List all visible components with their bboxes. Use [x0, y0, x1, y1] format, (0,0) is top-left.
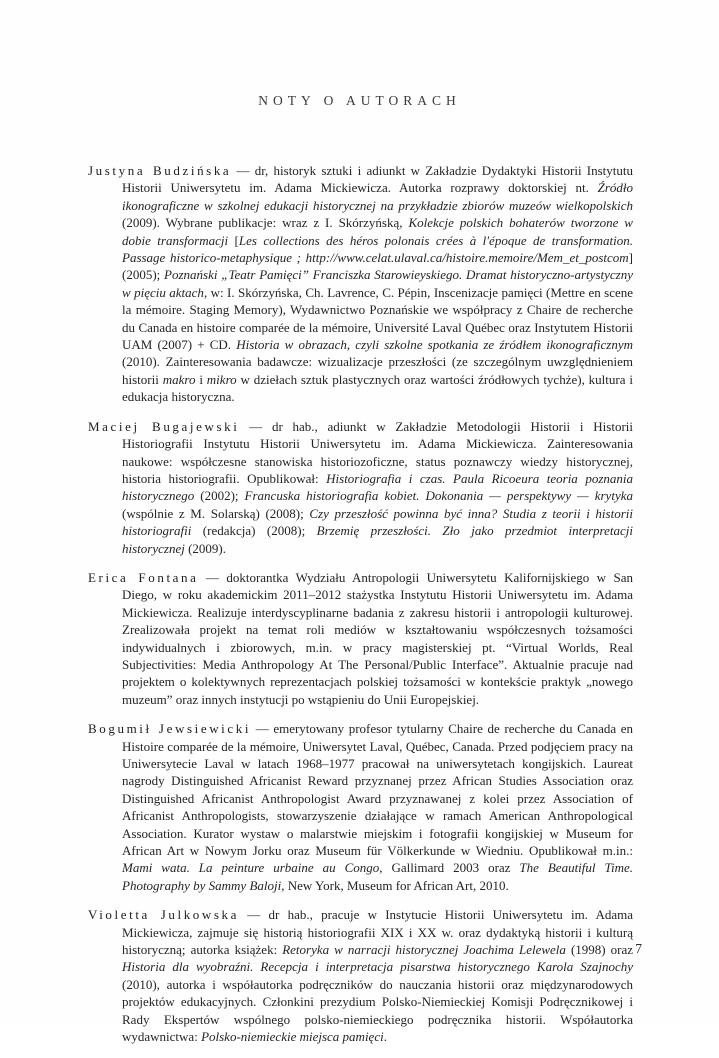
note-text: (2002); [194, 488, 245, 504]
note-text: (wspólnie z M. Solarską) (2008); [122, 505, 310, 521]
work-title: Retoryka w narracji historycznej Joachima Lelewela [282, 942, 566, 958]
note-text: ] (2005); [122, 250, 633, 283]
work-title: Brzemię przeszłości. Zło jako przedmiot interpretacji historycznej [122, 523, 633, 556]
author-note [88, 569, 633, 708]
work-title: Historia w obrazach, czyli szkolne spotkania ze źródłem ikonograficznym [236, 337, 633, 353]
note-text: [ [228, 232, 239, 248]
work-title: Historiografia i czas. Paula Ricoeura teoria poznania historycznego [122, 470, 633, 504]
note-text: — dr hab., pracuje w Instytucie Historii Uniwersytetu im. Adama Mickiewicza, zajmuje się historią historiografii XIX i XX w. oraz dydaktyką historii i kulturą historyczną; autorka książek: [122, 907, 633, 958]
work-title: Źródło ikonograficzne w szkolnej edukacji historycznej na przykładzie zbiorów muzeów wielkopolskich [122, 180, 633, 213]
work-title: Historia dla wyobraźni. Recepcja i interpretacja pisarstwa historycznego Karola Szajnochy [122, 959, 633, 975]
note-text: w dziełach sztuk plastycznych oraz wartości źródłowych tychże), kultura i edukacja historyczna. [122, 371, 633, 405]
author-note [88, 720, 633, 894]
note-text: i [195, 371, 207, 387]
note-text: , w: I. Skórzyńska, Ch. Lavrence, C. Pépin, Inscenizacje pamięci (Mettre en scene la mémoire. Staging Memory), Wydawnictwo Poznańskie we współpracy z Chaire de recherche du Canada en histoire comparée de la mémoire, Université Laval Québec oraz Instytutem Historii UAM (2007) + CD. [122, 284, 633, 353]
note-text: (1998) oraz [565, 942, 634, 958]
author-name: Erica Fontana [88, 569, 199, 585]
page-title: NOTY O AUTORACH [258, 93, 461, 108]
note-text: (2009). [184, 540, 226, 556]
note-text: — emerytowany profesor tytularny Chaire de recherche du Canada en Histoire comparée de la mémoire, Uniwersytet Laval, Québec, Canada. Przed podjęciem pracy na Uniwersytecie Laval w latach 1968–1977 pracował na uniwersytetach kongijskich. Laureat nagrody Distinguished Africanist Reward przyznanej przez African Studies Association oraz Distinguished Africanist Anthropologist Award przyznawanej z kolei przez Association of Africanist Anthropologists, stowarzyszenie działające w ramach American Anthropological Association. Kurator wystaw o malarstwie miejskim i fotografii kongijskiej w Museum for African Art w Nowym Jorku oraz Museum für Völkerkunde w Wiedniu. Opublikował m.in.: [122, 721, 633, 859]
work-title: Mami wata. La peinture urbaine au Congo [122, 860, 380, 876]
author-note [88, 418, 633, 557]
work-title: Polsko-niemieckie miejsca pamięci [201, 1029, 384, 1045]
author-name: Violetta Julkowska [88, 907, 240, 923]
note-text: (2010). Zainteresowania badawcze: wizualizacje przeszłości (ze szczególnym uwzględnieniem historii [122, 354, 633, 387]
work-title: Czy przeszłość powinna być inna? Studia z teorii i historii historiografii [122, 505, 634, 539]
work-title: Kolekcje polskich bohaterów tworzone w dobie transformacji [122, 215, 633, 248]
note-text: — doktorantka Wydziału Antropologii Uniwersytetu Kalifornijskiego w San Diego, w roku akademickim 2011–2012 stażystka Instytutu Historii Uniwersytetu im. Adama Mickiewicza. Realizuje interdyscyplinarne badania z zakresu historii i antropologii kulturowej. Zrealizowała projekt na temat roli mediów w kształtowaniu współczesnych tożsamości indywidualnych i zbiorowych, m.in. w pracy magisterskiej pt. “Virtual Worlds, Real Subjectivities: Media Anthropology At The Personal/Public Interface”. Aktualnie pracuje nad projektem o kolektywnych reprezentacjach polskiej tożsamości w kontekście praktyk „nowego muzeum” oraz innych instytucji po wstąpieniu do Unii Europejskiej. [122, 569, 633, 707]
note-text: , Gallimard 2003 oraz [379, 860, 520, 876]
author-name: Justyna Budzińska [88, 163, 232, 178]
author-name: Maciej Bugajewski [88, 418, 240, 434]
note-text: (redakcja) (2008); [191, 523, 317, 539]
work-title: The Beautiful Time. Photography by Sammy Baloji [122, 860, 634, 893]
work-title: mikro [206, 371, 237, 387]
work-title: makro [162, 371, 196, 387]
work-title: Les collections des héros polonais crées à l'époque de transformation. Passage historico-metaphysique ; http://www.celat.ulaval.ca/histoire.memoire/Mem_et_postcom [122, 232, 633, 266]
author-notes-section [88, 162, 633, 1058]
note-text: — dr hab., adiunkt w Zakładzie Metodologii Historii i Historii Historiografii Instytutu Historii Uniwersytetu im. Adama Mickiewicza. Zainteresowania naukowe: współczesne stanowiska historiozoficzne, status poznawczy wiedzy historycznej, historia historiografii. Opublikował: [122, 418, 633, 486]
note-text: (2009). Wybrane publikacje: wraz z I. Skórzyńską, [122, 215, 409, 231]
note-text: . [383, 1029, 387, 1045]
author-name: Bogumił Jewsiewicki [88, 721, 252, 737]
author-note [88, 162, 633, 406]
author-note [88, 906, 633, 1045]
note-text: , New York, Museum for African Art, 2010. [281, 877, 509, 893]
note-text: — dr, historyk sztuki i adiunkt w Zakładzie Dydaktyki Historii Instytutu Historii Uniwersytetu im. Adama Mickiewicza. Autorka rozprawy doktorskiej nt. [122, 163, 633, 196]
page-number: 7 [635, 941, 642, 956]
work-title: Poznański „Teatr Pamięci” Franciszka Starowieyskiego. Dramat historyczno-artystyczny w pięciu aktach [122, 267, 633, 300]
note-text: (2010), autorka i współautorka podręczników do nauczania historii oraz międzynarodowych projektów edukacyjnych. Członkini prezydium Polsko-Niemieckiej Komisji Podręcznikowej i Rady Ekspertów wspólnego polsko-niemieckiego podręcznika historii. Współautorka wydawnictwa: [122, 976, 633, 1045]
work-title: Francuska historiografia kobiet. Dokonania — perspektywy — krytyka [244, 488, 633, 504]
